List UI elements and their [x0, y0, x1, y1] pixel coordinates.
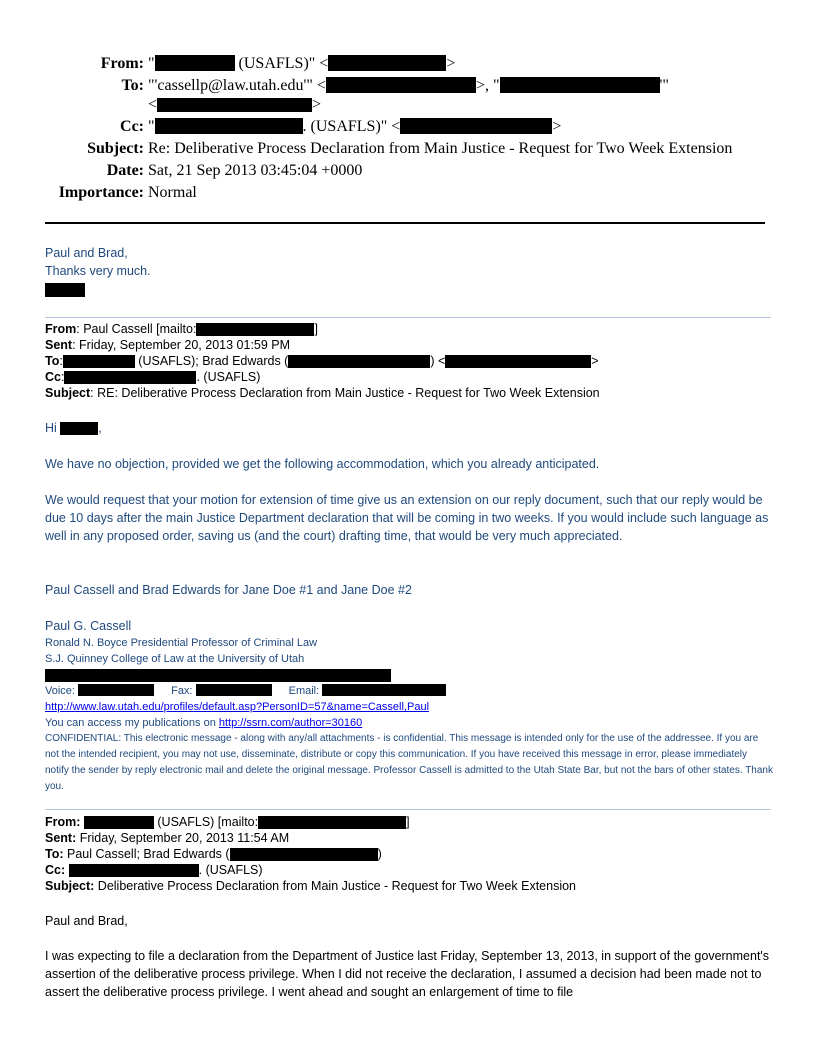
msg2-sent-row: Sent: Friday, September 20, 2013 01:59 PM — [45, 338, 291, 352]
header-divider — [45, 222, 765, 224]
redaction — [69, 864, 199, 877]
redaction — [155, 55, 235, 71]
signature-title: Ronald N. Boyce Presidential Professor of Criminal Law — [45, 637, 318, 649]
msg3-from-row: From: (USAFLS) [mailto: ] — [45, 815, 410, 829]
redaction — [63, 355, 135, 368]
message-divider — [45, 317, 771, 318]
redaction — [445, 355, 591, 368]
signature-pubs-row: You can access my publications on http://ssrn.com/author=30160 — [45, 717, 363, 729]
signature-contact-row: Voice: Fax: Email: — [45, 683, 773, 699]
msg3-subject-row: Subject: Deliberative Process Declaration from Main Justice - Request for Two Week Extension — [45, 879, 576, 893]
header-subject-label: Subject: — [87, 140, 144, 157]
redaction — [196, 684, 272, 696]
redaction — [78, 684, 154, 696]
msg3-sent-row: Sent: Friday, September 20, 2013 11:54 AM — [45, 831, 290, 845]
header-date-value: Sat, 21 Sep 2013 03:45:04 +0000 — [148, 162, 363, 179]
message-divider — [45, 809, 771, 810]
redaction — [45, 283, 85, 297]
redaction — [258, 816, 406, 829]
redaction — [84, 816, 154, 829]
reply-thanks: Thanks very much. — [45, 264, 151, 278]
header-cc-label: Cc: — [120, 118, 144, 135]
redaction — [60, 422, 98, 435]
redaction — [155, 118, 303, 134]
msg2-paragraph-2: We would request that your motion for extension of time give us an extension on our reply document, such that our reply would be due 10 days after the main Justice Department declaration that will be coming in two weeks. If you would include such language as well in any proposed order, saving us (and the court) drafting time, that would be very much appreciated. — [45, 493, 769, 543]
msg2-cc-row: Cc: . (USAFLS) — [45, 370, 261, 384]
redaction — [196, 323, 314, 336]
header-to-value-2: < > — [148, 96, 322, 113]
header-cc-value: " . (USAFLS)" < > — [148, 118, 562, 135]
redaction — [500, 77, 660, 93]
redaction — [64, 371, 196, 384]
msg3-cc-row: Cc: . (USAFLS) — [45, 863, 263, 877]
header-subject-value: Re: Deliberative Process Declaration from Main Justice - Request for Two Week Extension — [148, 140, 733, 157]
signature-name: Paul G. Cassell — [45, 619, 132, 633]
signature-school: S.J. Quinney College of Law at the University of Utah — [45, 653, 305, 665]
redaction — [322, 684, 446, 696]
header-importance-value: Normal — [148, 184, 197, 201]
msg2-subject-row: Subject: RE: Deliberative Process Declaration from Main Justice - Request for Two Week Extension — [45, 386, 600, 400]
header-importance-label: Importance: — [58, 184, 144, 201]
msg2-paragraph-3: Paul Cassell and Brad Edwards for Jane Doe #1 and Jane Doe #2 — [45, 583, 412, 597]
header-to-label: To: — [121, 77, 144, 94]
msg2-hi: Hi , — [45, 421, 102, 435]
msg3-body: I was expecting to file a declaration from the Department of Justice last Friday, September 13, 2013, in support of the government's assertion of the deliberative process privilege. When I did not receive the declaration, I assumed a decision had been made not to assert the deliberative process privilege. I went ahead and sought an enlargement of time to file — [45, 949, 770, 999]
redaction — [230, 848, 378, 861]
header-date-label: Date: — [106, 162, 144, 179]
msg3-to-row: To: Paul Cassell; Brad Edwards ( ) — [45, 847, 382, 861]
header-from-value: " (USAFLS)" < > — [148, 55, 456, 72]
redaction — [288, 355, 430, 368]
msg3-greeting: Paul and Brad, — [45, 914, 128, 928]
msg2-paragraph-1: We have no objection, provided we get the following accommodation, which you already anticipated. — [45, 457, 600, 471]
ssrn-link[interactable]: http://ssrn.com/author=30160 — [218, 717, 363, 729]
redaction — [328, 55, 446, 71]
redaction — [326, 77, 476, 93]
confidentiality-notice: CONFIDENTIAL: This electronic message - along with any/all attachments - is confidential. This message is intended only for the use of the addressee. If you are not the intended recipient, you may not use, disseminate, distribute or copy this communication. If you have received this message in error, please immediately notify the sender by reply electronic mail and delete the original message. Professor Cassell is admitted to the Utah State Bar, but not the bars of other states. Thank you. — [45, 733, 773, 792]
redaction — [400, 118, 552, 134]
profile-link[interactable]: http://www.law.utah.edu/profiles/default.asp?PersonID=57&name=Cassell,Paul — [45, 701, 430, 713]
header-to-value: "'cassellp@law.utah.edu'" < >, " '" — [148, 77, 669, 94]
header-from-label: From: — [100, 55, 144, 72]
msg2-to-row: To: (USAFLS); Brad Edwards ( ) < > — [45, 354, 599, 368]
msg2-from-row: From: Paul Cassell [mailto: ] — [45, 322, 318, 336]
reply-greeting: Paul and Brad, — [45, 246, 128, 260]
redaction — [157, 98, 312, 112]
redaction — [45, 669, 391, 682]
signature-profile-row — [45, 699, 773, 715]
